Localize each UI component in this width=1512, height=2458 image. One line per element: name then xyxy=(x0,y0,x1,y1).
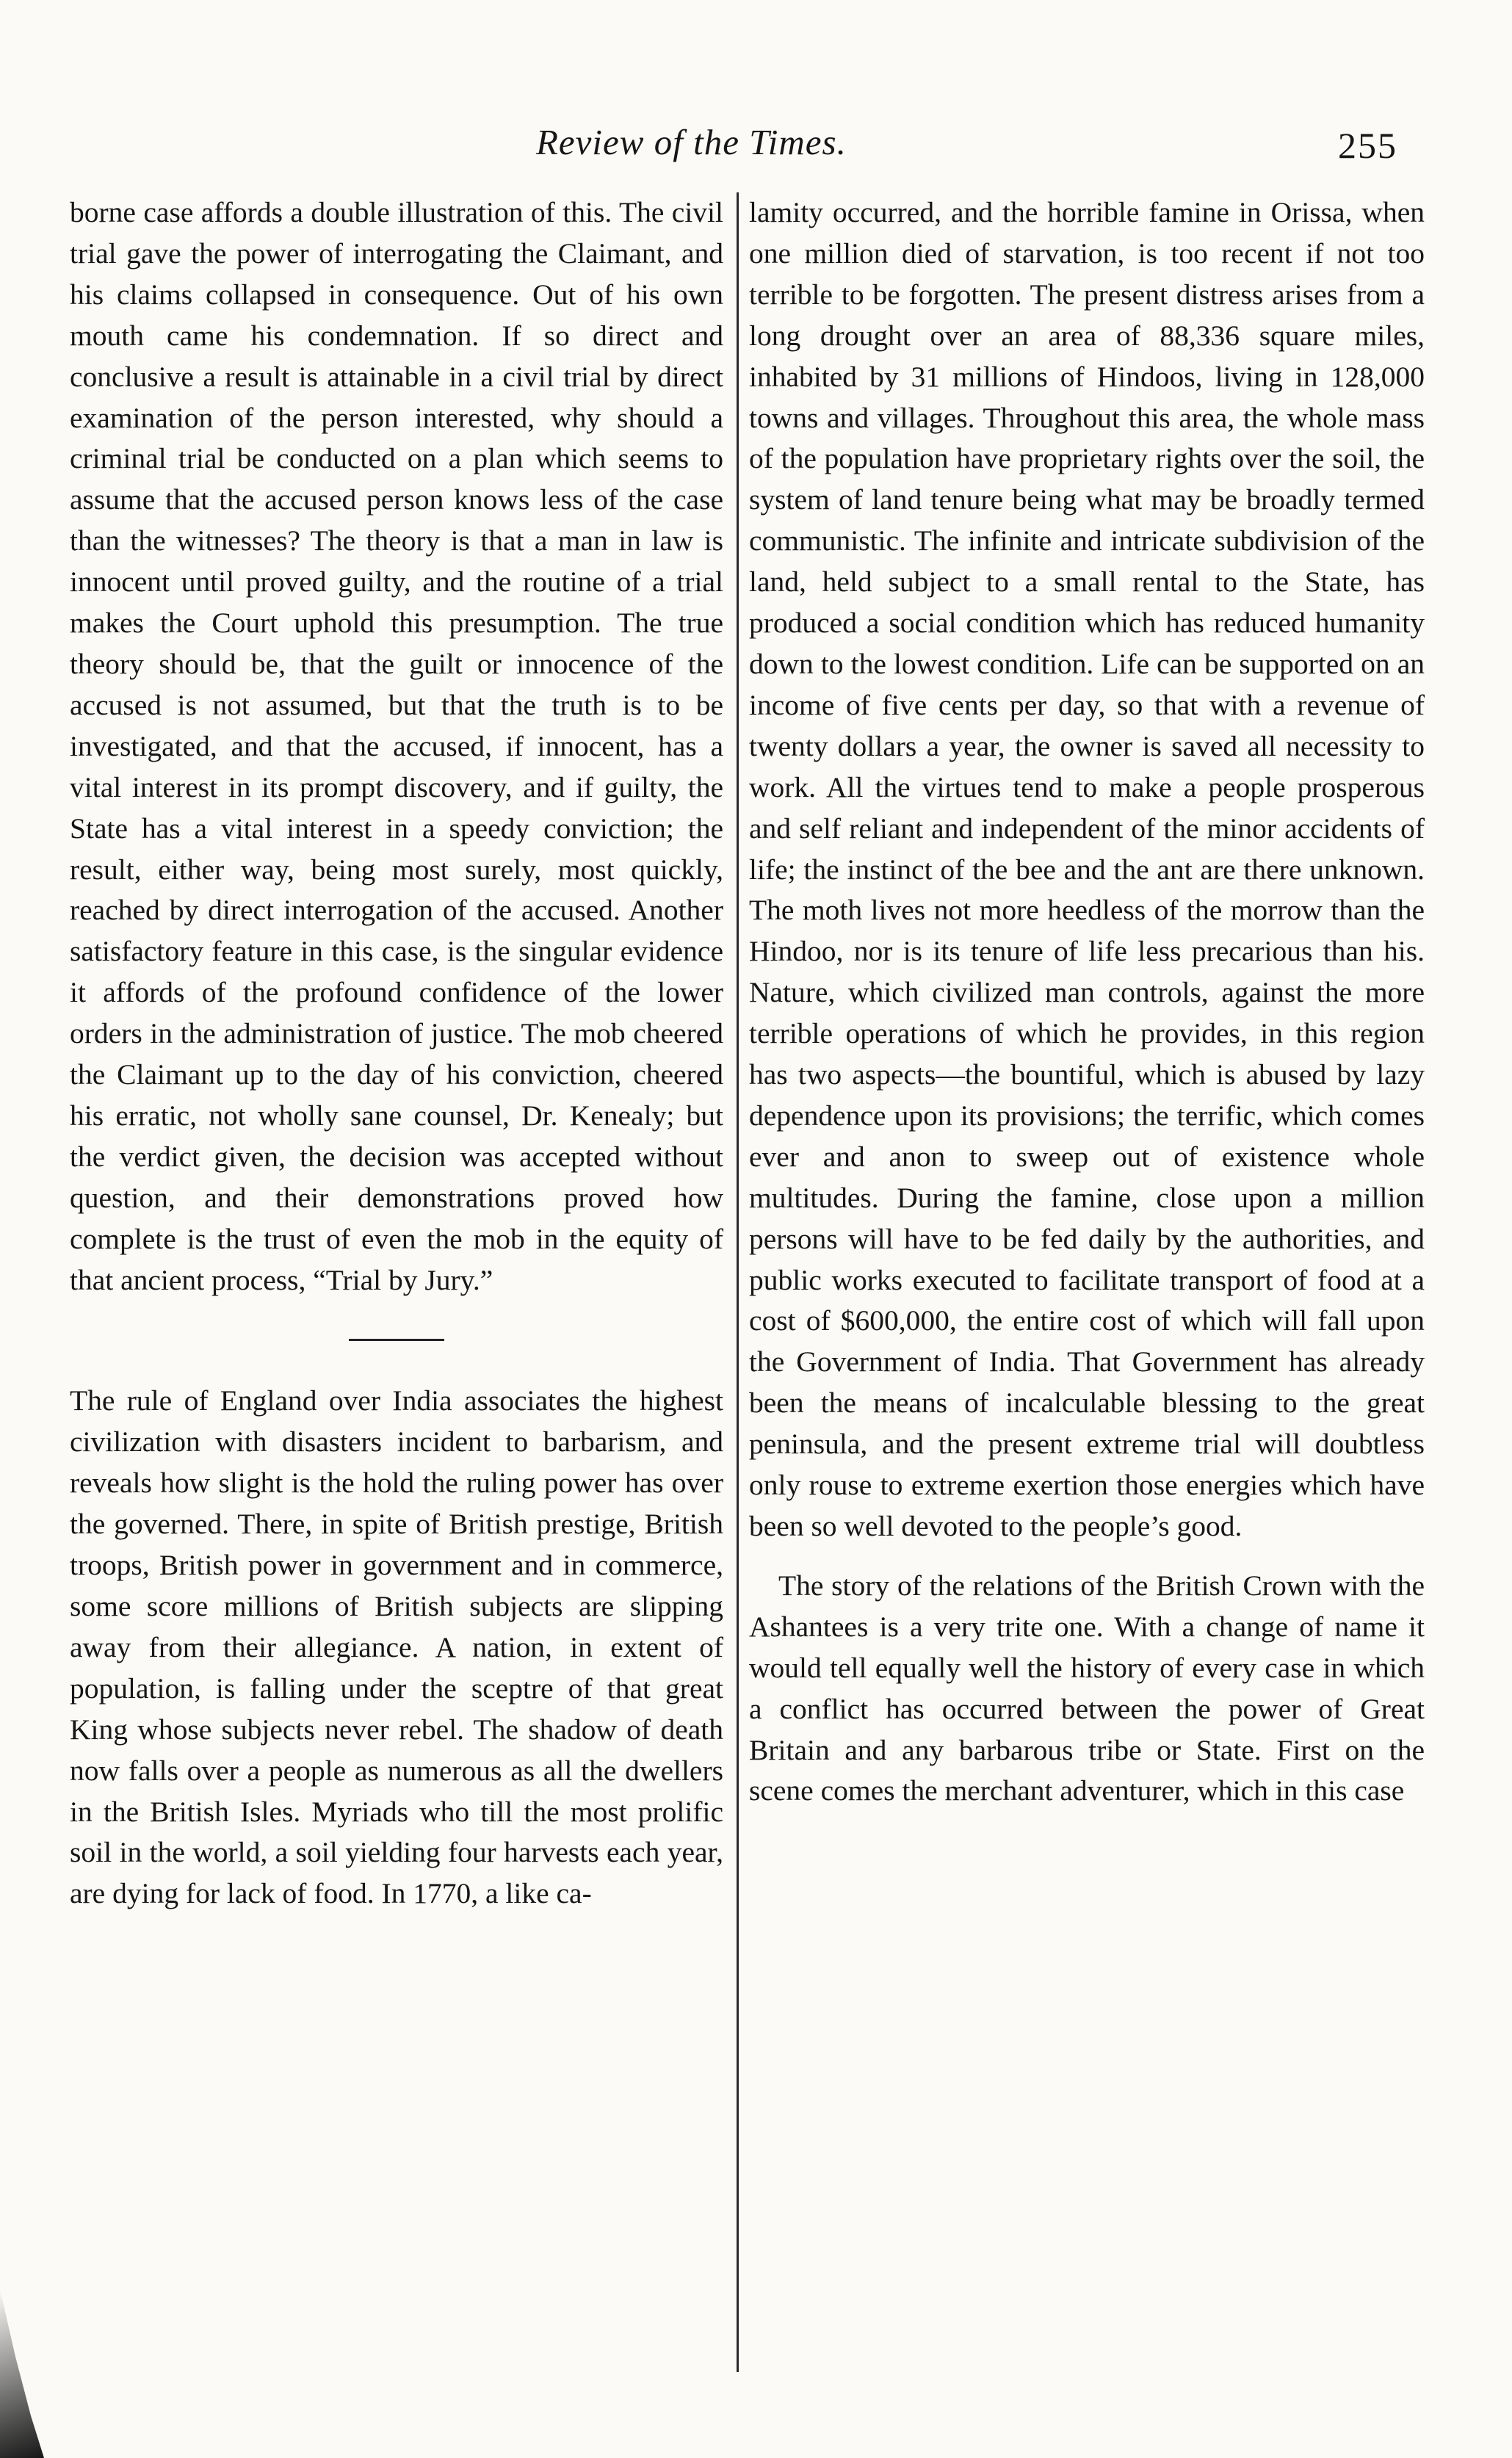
page-header xyxy=(0,121,1512,173)
right-column xyxy=(749,192,1425,1812)
paragraph-ashantees: The story of the relations of the British Crown with the Ashantees is a very trite one. With a change of name it would tell equally well the history of every case in which a conflict has occurred between the power of Great Britain and any barbarous tribe or State. First on the scene comes the merchant adventurer, which in this case xyxy=(749,1569,1425,1807)
paragraph-tichborne-case: borne case affords a double illustration of this. The civil trial gave the power of interrogating the Claimant, and his claims collapsed in consequence. Out of his own mouth came his condemnation. If so direct and conclusive a result is attainable in a civil trial by direct examination of the person interested, why should a criminal trial be conducted on a plan which seems to assume that the accused person knows less of the case than the witnesses? The theory is that a man in law is innocent until proved guilty, and the routine of a trial makes the Court uphold this presumption. The true theory should be, that the guilt or innocence of the accused is not assumed, but that the truth is to be investigated, and that the accused, if innocent, has a vital interest in its prompt discovery, and if guilty, the State has a vital interest in a speedy conviction; the result, either way, being most surely, most quickly, reached by direct interrogation of the accused. Another satisfactory feature in this case, is the singular evidence it affords of the profound confidence of the lower orders in the administration of justice. The mob cheered the Claimant up to the day of his conviction, cheered his erratic, not wholly sane counsel, Dr. Kenealy; but the verdict given, the decision was accepted without question, and their demonstrations proved how complete is the trust of even the mob in the equity of that ancient process, “Trial by Jury.” xyxy=(70,196,723,1296)
left-column xyxy=(70,192,723,1915)
section-divider xyxy=(349,1339,444,1341)
column-divider-rule xyxy=(737,192,739,2372)
page-edge-shadow xyxy=(0,2289,44,2458)
paragraph-india-famine-intro: The rule of England over India associates the highest civilization with disasters incident to barbarism, and reveals how slight is the hold the ruling power has over the governed. There, in spite of British prestige, British troops, British power in government and in commerce, some score millions of British subjects are slipping away from their allegiance. A nation, in extent of population, is falling under the sceptre of that great King whose subjects never rebel. The shadow of death now falls over a people as numerous as all the dwellers in the British Isles. Myriads who till the most prolific soil in the world, a soil yielding four harvests each year, are dying for lack of food. In 1770, a like ca- xyxy=(70,1384,723,1910)
running-title: Review of the Times. xyxy=(536,122,847,162)
page-number: 255 xyxy=(1338,125,1397,166)
paragraph-india-famine-continued: lamity occurred, and the horrible famine in Orissa, when one million died of starvation, is too recent if not too terrible to be forgotten. The present distress arises from a long drought over an area of 88,336 square miles, inhabited by 31 millions of Hindoos, living in 128,000 towns and villages. Throughout this area, the whole mass of the population have proprietary rights over the soil, the system of land tenure being what may be broadly termed communistic. The infinite and intricate subdivision of the land, held subject to a small rental to the State, has produced a social condition which has reduced humanity down to the lowest condition. Life can be supported on an income of five cents per day, so that with a revenue of twenty dollars a year, the owner is saved all necessity to work. All the virtues tend to make a people prosperous and self reliant and independent of the minor accidents of life; the instinct of the bee and the ant are there unknown. The moth lives not more heedless of the morrow than the Hindoo, nor is its tenure of life less precarious than his. Nature, which civilized man controls, against the more terrible operations of which he provides, in this region has two aspects—the bountiful, which is abused by lazy dependence upon its provisions; the terrific, which comes ever and anon to sweep out of existence whole multitudes. During the famine, close upon a million persons will have to be fed daily by the authorities, and public works executed to facilitate transport of food at a cost of $600,000, the entire cost of which will fall upon the Government of India. That Government has already been the means of incalculable blessing to the great peninsula, and the present extreme trial will doubtless only rouse to extreme exertion those energies which have been so well devoted to the people’s good. xyxy=(749,196,1425,1542)
